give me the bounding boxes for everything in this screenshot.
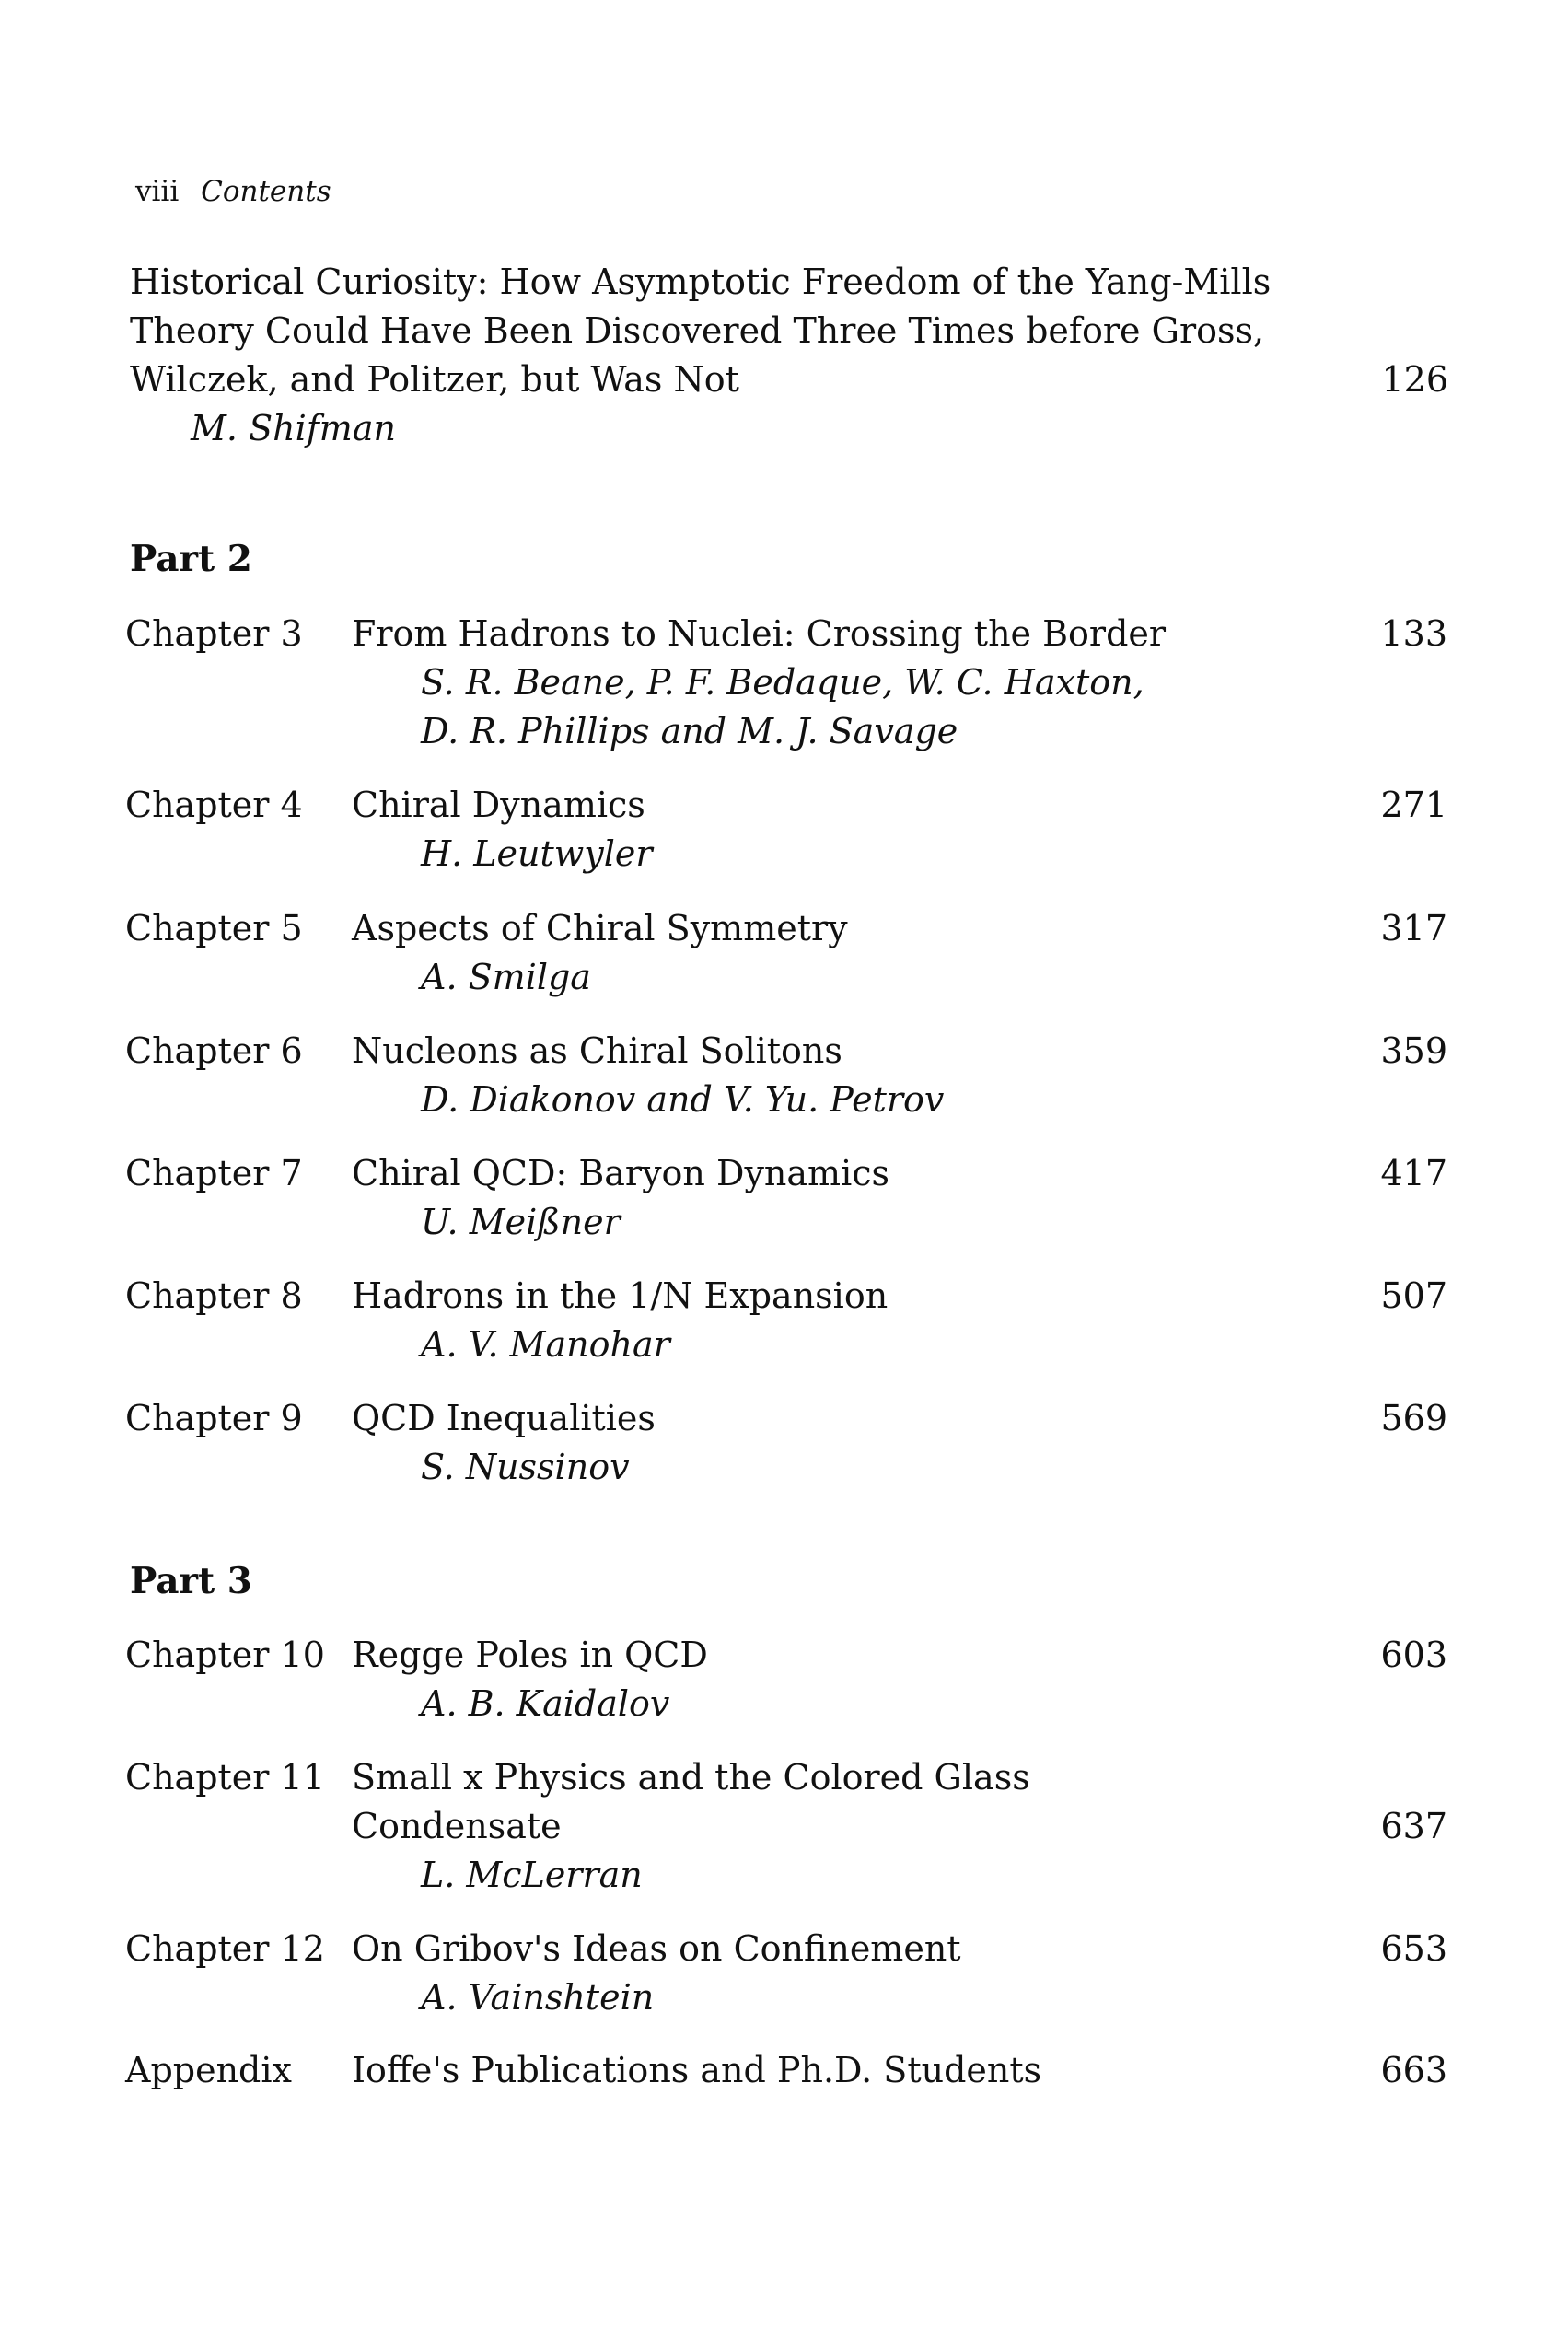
entry-page-number: 603 [1380,1635,1447,1675]
entry-title-line [352,1925,1447,1973]
entry-author: A. V. Manohar [421,1324,670,1365]
entry-author: S. R. Beane, P. F. Bedaque, W. C. Haxton, [421,662,1144,703]
entry-title-line-last [130,355,1448,404]
chapter-label: Chapter 9 [125,1398,303,1438]
entry-title-line [352,1802,1447,1851]
entry-title-line [352,904,1447,953]
entry-page-number: 271 [1380,785,1447,825]
entry-page-number: 663 [1380,2050,1447,2090]
entry-page-number: 133 [1380,613,1447,654]
toc-entry-chapter-10[interactable] [125,1631,1447,1728]
entry-title-line [352,1272,1447,1321]
chapter-label: Chapter 10 [125,1635,325,1675]
chapter-label: Chapter 11 [125,1757,325,1798]
entry-title: From Hadrons to Nuclei: Crossing the Border [352,613,1167,654]
chapter-label: Chapter 5 [125,908,303,948]
chapter-label: Chapter 8 [125,1275,303,1316]
entry-page-number: 317 [1380,908,1447,948]
running-head [135,173,331,210]
toc-entry-chapter-8[interactable] [125,1272,1447,1369]
entry-author: A. Smilga [421,957,591,997]
page-number: viii [135,175,180,208]
entry-title-line: Wilczek, and Politzer, but Was Not [130,359,739,400]
entry-title: Hadrons in the 1/N Expansion [352,1275,889,1316]
entry-title: QCD Inequalities [352,1398,656,1438]
toc-entry-chapter-6[interactable] [125,1027,1447,1124]
entry-author: L. McLerran [421,1855,643,1895]
toc-entry-chapter-12[interactable] [125,1925,1447,2022]
entry-title-line [352,1027,1447,1076]
entry-title: Aspects of Chiral Symmetry [352,908,848,948]
toc-entry-chapter-3[interactable] [125,610,1447,756]
toc-entry-chapter-5[interactable] [125,904,1447,1002]
entry-title: Chiral QCD: Baryon Dynamics [352,1153,890,1193]
entry-title-line [352,2046,1447,2095]
entry-author: D. Diakonov and V. Yu. Petrov [421,1079,945,1120]
entry-title-line [352,610,1447,658]
entry-title: Regge Poles in QCD [352,1635,708,1675]
entry-author: H. Leutwyler [421,833,653,874]
entry-title-line: Small x Physics and the Colored Glass [352,1757,1030,1798]
entry-title: Condensate [352,1806,562,1846]
entry-author: M. Shifman [191,408,396,448]
entry-title: On Gribov's Ideas on Confinement [352,1928,961,1969]
entry-title: Ioffe's Publications and Ph.D. Students [352,2050,1042,2090]
chapter-label: Chapter 4 [125,785,303,825]
entry-author: U. Meißner [421,1202,621,1242]
entry-page-number: 569 [1380,1398,1447,1438]
entry-author: A. B. Kaidalov [421,1683,670,1724]
entry-page-number: 507 [1380,1275,1447,1316]
entry-author: S. Nussinov [421,1447,630,1487]
running-head-title: Contents [201,175,331,208]
entry-page-number: 359 [1380,1030,1447,1071]
part-heading: Part 2 [130,538,252,580]
chapter-label: Chapter 7 [125,1153,303,1193]
toc-entry-chapter-9[interactable] [125,1394,1447,1492]
chapter-label: Chapter 12 [125,1928,325,1969]
entry-page-number: 126 [1381,359,1448,400]
chapter-label: Chapter 3 [125,613,303,654]
entry-title-line [352,1149,1447,1198]
toc-entry-chapter-11[interactable] [125,1753,1447,1900]
entry-title-line [352,1631,1447,1680]
entry-page-number: 417 [1380,1153,1447,1193]
entry-title-line [352,1394,1447,1443]
entry-page-number: 653 [1380,1928,1447,1969]
toc-entry-historical-curiosity[interactable] [130,258,1448,453]
toc-entry-appendix[interactable] [125,2046,1447,2095]
entry-title: Nucleons as Chiral Solitons [352,1030,842,1071]
toc-entry-chapter-4[interactable] [125,781,1447,879]
part-heading: Part 3 [130,1560,252,1602]
entry-title-line: Theory Could Have Been Discovered Three Times before Gross, [130,310,1265,351]
chapter-label: Appendix [125,2050,292,2090]
toc-entry-chapter-7[interactable] [125,1149,1447,1247]
entry-page-number: 637 [1380,1806,1447,1846]
entry-title-line: Historical Curiosity: How Asymptotic Freedom of the Yang-Mills [130,262,1272,302]
entry-author: A. Vainshtein [421,1977,655,2018]
entry-author: D. R. Phillips and M. J. Savage [421,711,958,751]
chapter-label: Chapter 6 [125,1030,303,1071]
entry-title-line [352,781,1447,830]
entry-title: Chiral Dynamics [352,785,645,825]
